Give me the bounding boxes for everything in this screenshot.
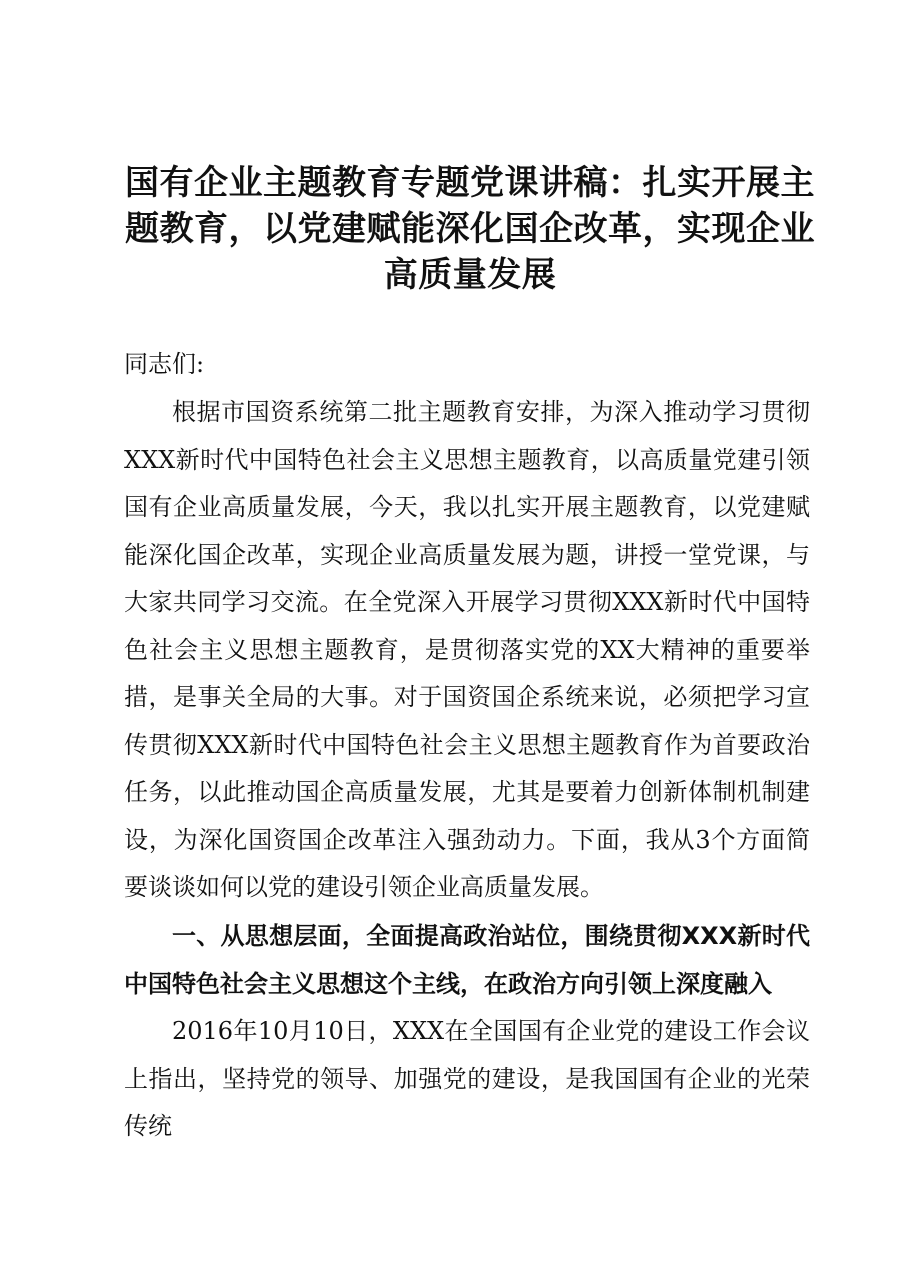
salutation: 同志们: — [124, 350, 205, 378]
document-title: 国有企业主题教育专题党课讲稿：扎实开展主题教育，以党建赋能深化国企改革，实现企业高质量发展 — [125, 163, 815, 295]
section-1-paragraph: 2016年10月10日，XXX在全国国有企业党的建设工作会议上指出，坚持党的领导、加强党的建设，是我国国有企业的光荣传统 — [124, 1017, 810, 1140]
section-heading-1: 一、从思想层面，全面提高政治站位，围绕贯彻XXX新时代中国特色社会主义思想这个主线，在政治方向引领上深度融入 — [124, 922, 810, 998]
body-paragraph-intro: 根据市国资系统第二批主题教育安排，为深入推动学习贯彻XXX新时代中国特色社会主义思想主题教育，以高质量党建引领国有企业高质量发展，今天，我以扎实开展主题教育，以党建赋能深化国企改革，实现企业高质量发展为题，讲授一堂党课，与大家共同学习交流。在全党深入开展学习贯彻XXX新时代中国特色社会主义思想主题教育，是贯彻落实党的XX大精神的重要举措，是事关全局的大事。对于国资国企系统来说，必须把学习宣传贯彻XXX新时代中国特色社会主义思想主题教育作为首要政治任务，以此推动国企高质量发展，尤其是要着力创新体制机制建设，为深化国资国企改革注入强劲动力。下面，我从3个方面简要谈谈如何以党的建设引领企业高质量发展。 — [124, 398, 810, 901]
